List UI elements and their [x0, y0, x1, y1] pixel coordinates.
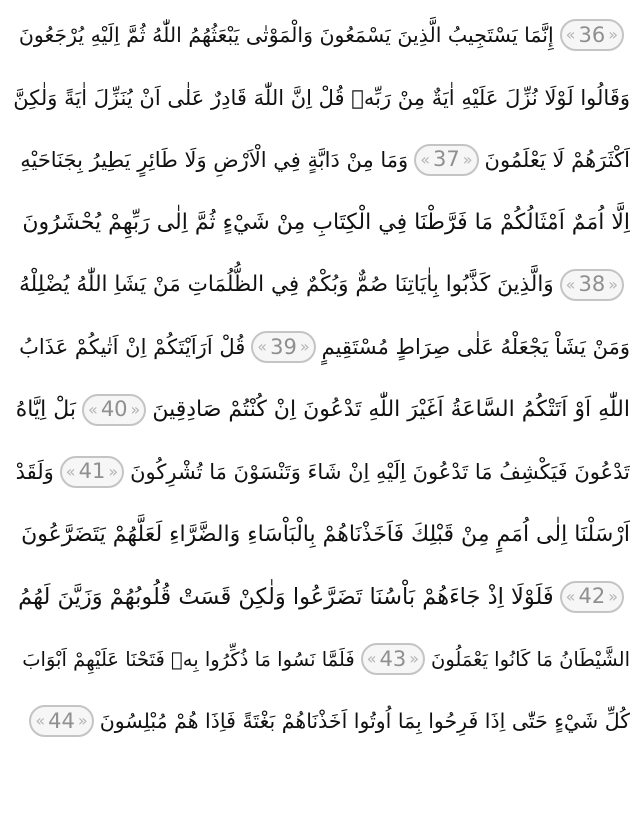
ornament-left-icon: « — [565, 25, 576, 45]
verse-text: إِنَّمَا يَسْتَجِيبُ الَّذِينَ يَسْمَعُونَ وَالْمَوْتٰى يَبْعَثُهُمُ اللّٰهُ ثُمَّ اِلَيْهِ يُرْجَعُونَ — [18, 23, 554, 48]
ornament-left-icon: « — [88, 399, 98, 419]
ayah-number: 36 — [578, 22, 606, 47]
verse-line — [12, 191, 630, 253]
verse-text: وَلَقَدْ — [15, 459, 54, 484]
verse-text: اللّٰهِ اَوْ اَتَتْكُمُ السَّاعَةُ اَغَيْرَ اللّٰهِ تَدْعُونَ اِنْ كُنْتُمْ صَادِقِينَ — [152, 397, 630, 423]
ornament-right-icon: » — [608, 25, 618, 45]
ayah-number-marker — [414, 144, 478, 176]
verse-text: بَلْ اِيَّاهُ — [15, 397, 77, 423]
ornament-right-icon: » — [608, 274, 618, 294]
verse-line — [12, 628, 630, 690]
verse-lines — [12, 4, 630, 753]
ayah-number-marker — [60, 456, 124, 488]
ayah-number: 43 — [379, 646, 407, 671]
verse-line — [12, 566, 630, 628]
ayah-number-marker — [560, 269, 624, 301]
verse-text: اَكْثَرَهُمْ لَا يَعْلَمُونَ — [484, 147, 630, 172]
verse-line — [12, 316, 630, 378]
verse-text: قُلْ اَرَاَيْتَكُمْ اِنْ اَتٰيكُمْ عَذَابُ — [19, 335, 246, 360]
ayah-number-marker — [361, 643, 425, 675]
ornament-left-icon: « — [257, 337, 268, 357]
verse-line — [12, 4, 630, 66]
verse-line — [12, 690, 630, 752]
ornament-left-icon: « — [565, 586, 576, 606]
ayah-number: 37 — [432, 147, 460, 172]
ornament-right-icon: » — [299, 337, 310, 357]
verse-text: اَرْسَلْنَا اِلٰى اُمَمٍ مِنْ قَبْلِكَ فَاَخَذْنَاهُمْ بِالْبَاْسَاءِ وَالضَّرَّاءِ لَعَلَّهُمْ يَتَضَرَّعُونَ — [21, 521, 630, 547]
ornament-right-icon: » — [409, 649, 420, 669]
verse-text: تَدْعُونَ فَيَكْشِفُ مَا تَدْعُونَ اِلَيْهِ اِنْ شَاءَ وَتَنْسَوْنَ مَا تُشْرِكُونَ — [130, 459, 630, 484]
ayah-number-marker — [82, 394, 146, 426]
verse-text: الشَّيْطَانُ مَا كَانُوا يَعْمَلُونَ — [431, 647, 630, 671]
verse-line — [12, 66, 630, 128]
ayah-number-marker — [251, 331, 315, 363]
ornament-left-icon: « — [366, 649, 377, 669]
ornament-right-icon: » — [108, 461, 119, 481]
ayah-number-marker — [29, 705, 93, 737]
verse-line — [12, 441, 630, 503]
verse-text: وَمَنْ يَشَاْ يَجْعَلْهُ عَلٰى صِرَاطٍ مُسْتَقِيمٍ — [321, 335, 630, 360]
verse-text: كُلِّ شَيْءٍ حَتّٰى اِذَا فَرِحُوا بِمَا اُوتُوا اَخَذْنَاهُمْ بَغْتَةً فَاِذَا هُمْ مُبْلِسُونَ — [99, 709, 630, 734]
ornament-left-icon: « — [420, 149, 430, 169]
ornament-right-icon: » — [77, 711, 88, 731]
verse-text: وَقَالُوا لَوْلَا نُزِّلَ عَلَيْهِ اٰيَةٌ مِنْ رَبِّهٖ قُلْ اِنَّ اللّٰهَ قَادِرٌ عَلٰى اَنْ يُنَزِّلَ اٰيَةً وَلٰكِنَّ — [13, 85, 630, 110]
verse-text: فَلَوْلَا اِذْ جَاءَهُمْ بَاْسُنَا تَضَرَّعُوا وَلٰكِنْ قَسَتْ قُلُوبُهُمْ وَزَيَّنَ لَهُمُ — [18, 583, 554, 610]
verse-line — [12, 503, 630, 565]
ornament-left-icon: « — [35, 711, 46, 731]
ayah-number-marker — [560, 581, 624, 613]
verse-text: وَمَا مِنْ دَابَّةٍ فِي الْاَرْضِ وَلَا طَائِرٍ يَطِيرُ بِجَنَاحَيْهِ — [20, 147, 409, 172]
verse-line — [12, 378, 630, 440]
ayah-number: 41 — [78, 459, 106, 484]
ornament-right-icon: » — [130, 399, 141, 419]
verse-text: وَالَّذِينَ كَذَّبُوا بِاٰيَاتِنَا صُمٌّ وَبُكْمٌ فِي الظُّلُمَاتِ مَنْ يَشَاِ اللّٰهُ يُضْلِلْهُ — [19, 272, 554, 298]
ornament-left-icon: « — [565, 274, 576, 294]
verse-line — [12, 129, 630, 191]
ayah-number: 40 — [100, 397, 128, 422]
ayah-number-marker — [560, 19, 624, 51]
ornament-left-icon: « — [65, 461, 76, 481]
ayah-number: 42 — [578, 584, 606, 609]
verse-text: فَلَمَّا نَسُوا مَا ذُكِّرُوا بِهٖ فَتَحْنَا عَلَيْهِمْ اَبْوَابَ — [22, 647, 355, 671]
verse-text: اِلَّا اُمَمٌ اَمْثَالُكُمْ مَا فَرَّطْنَا فِي الْكِتَابِ مِنْ شَيْءٍ ثُمَّ اِلٰى رَبِّهِمْ يُحْشَرُونَ — [22, 209, 630, 235]
verse-line — [12, 254, 630, 316]
ornament-right-icon: » — [608, 586, 618, 606]
ayah-number: 44 — [48, 708, 75, 733]
ayah-number: 39 — [270, 334, 297, 359]
ornament-right-icon: » — [462, 149, 473, 169]
ayah-number: 38 — [578, 272, 606, 297]
